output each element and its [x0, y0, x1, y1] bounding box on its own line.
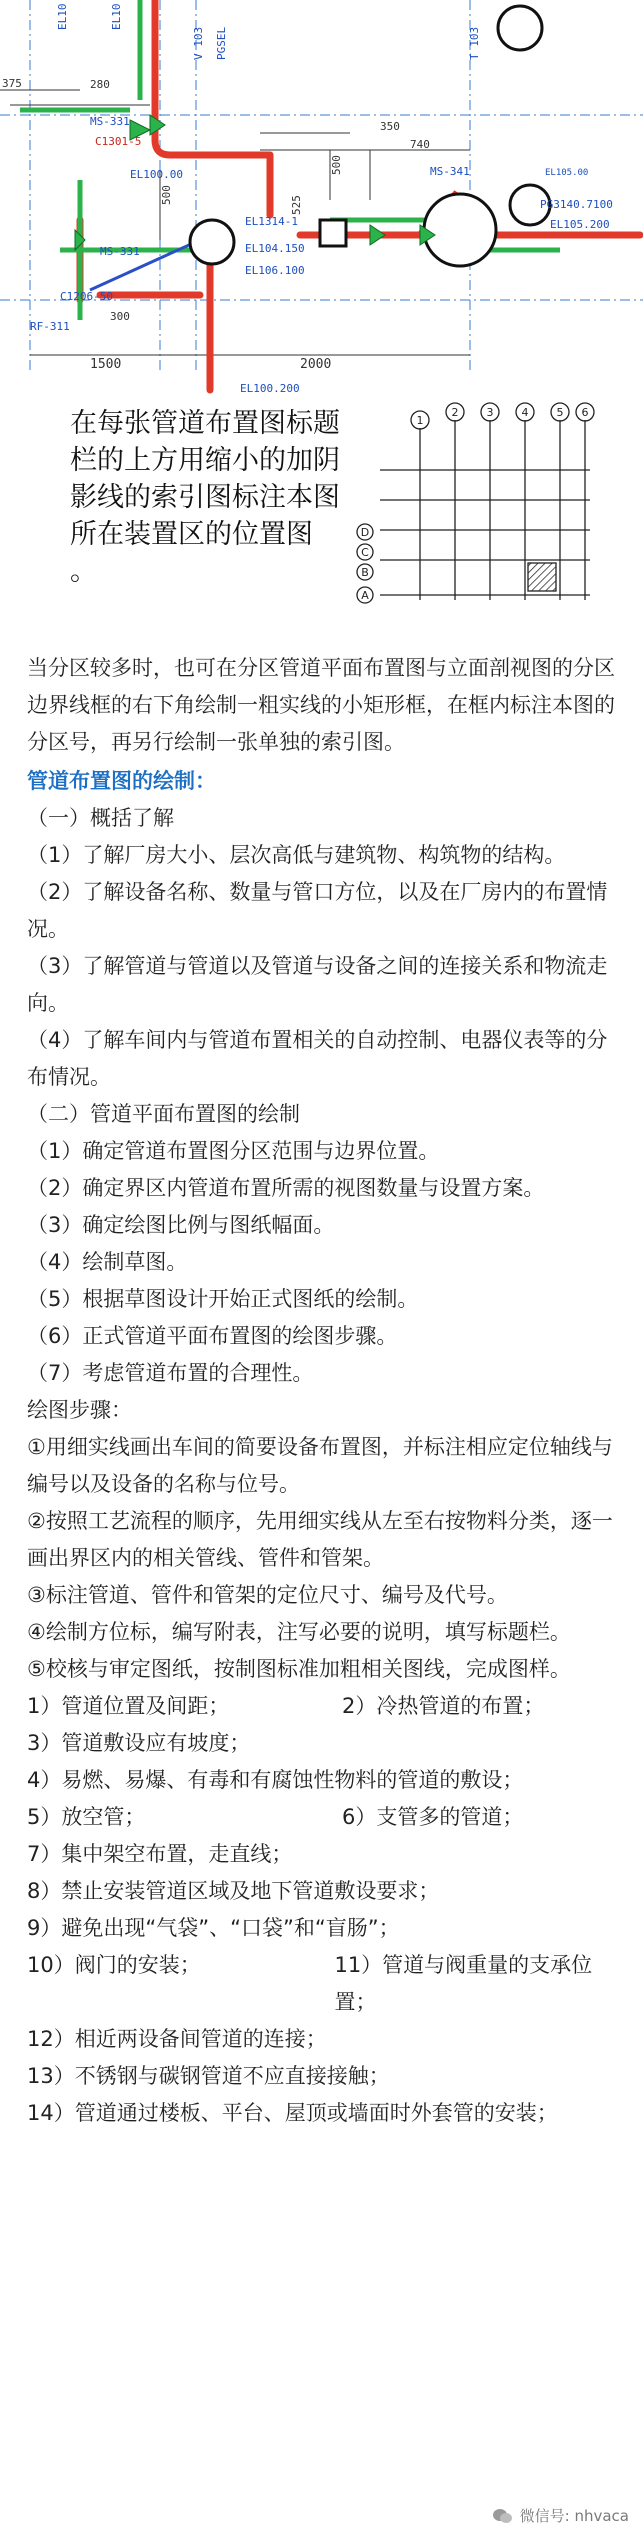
label-ms-mid: MS-331: [100, 245, 140, 258]
step-item: ⑤校核与审定图纸，按制图标准加粗相关图线，完成图样。: [27, 1657, 571, 1681]
part1-item: （1）了解厂房大小、层次高低与建筑物、构筑物的结构。: [27, 843, 566, 867]
col-5: 5: [556, 406, 564, 419]
index-grid-svg: [340, 400, 610, 610]
dim-300: 300: [110, 310, 130, 323]
step-item: ④绘制方位标，编写附表，注写必要的说明，填写标题栏。: [27, 1620, 571, 1644]
dim-350: 350: [380, 120, 400, 133]
piping-drawing: [0, 0, 643, 395]
step-item: ③标注管道、管件和管架的定位尺寸、编号及代号。: [27, 1583, 508, 1607]
consideration-row: [27, 1799, 627, 1836]
dim-740: 740: [410, 138, 430, 151]
consideration-row: [27, 1688, 627, 1725]
col-6: 6: [581, 406, 589, 419]
row-d: D: [360, 526, 370, 539]
part2-item: （6）正式管道平面布置图的绘图步骤。: [27, 1324, 398, 1348]
row-b: B: [361, 566, 369, 579]
consideration-item: 1）管道位置及间距；: [27, 1694, 230, 1718]
dim-280: 280: [90, 78, 110, 91]
label-el104: EL104.150: [245, 242, 305, 255]
part1-title: （一）概括了解: [27, 806, 174, 830]
dim-500: 500: [160, 185, 173, 205]
consideration-item: 7）集中架空布置，走直线；: [27, 1842, 293, 1866]
part2-item: （7）考虑管道布置的合理性。: [27, 1361, 314, 1385]
col-3: 3: [486, 406, 494, 419]
label-el105b: EL105.200: [550, 218, 610, 231]
dim-525: 525: [290, 195, 303, 215]
part1-item: （3）了解管道与管道以及管道与设备之间的连接关系和物流走向。: [27, 954, 608, 1015]
dim-500b: 500: [330, 155, 343, 175]
part2-title: （二）管道平面布置图的绘制: [27, 1102, 300, 1126]
label-c1206: C1206-50: [60, 290, 113, 303]
article-body: [27, 650, 627, 2132]
label-ms-top: MS-331: [90, 115, 130, 128]
consideration-item: 11）管道与阀重量的支承位置；: [334, 1953, 593, 2014]
part1-item: （2）了解设备名称、数量与管口方位，以及在厂房内的布置情况。: [27, 880, 608, 941]
dim-375: 375: [2, 77, 22, 90]
consideration-item: 14）管道通过楼板、平台、屋顶或墙面时外套管的安装；: [27, 2101, 558, 2125]
row-c: C: [361, 546, 369, 559]
index-figure: [340, 400, 610, 610]
svg-text:375: [2, 77, 22, 90]
section-title: 管道布置图的绘制：: [27, 769, 216, 793]
consideration-item: 9）避免出现“气袋”、“口袋”和“盲肠”；: [27, 1916, 400, 1940]
label-ms-right: MS-341: [430, 165, 470, 178]
label-t: T 103: [468, 26, 481, 60]
consideration-row: [27, 1947, 627, 2021]
consideration-item: 8）禁止安装管道区域及地下管道敷设要求；: [27, 1879, 440, 1903]
col-1: 1: [416, 414, 424, 427]
label-el-top1: EL10: [56, 3, 69, 30]
consideration-item: 12）相近两设备间管道的连接；: [27, 2027, 327, 2051]
consideration-item: 10）阀门的安装；: [27, 1953, 201, 1977]
consideration-item: 5）放空管；: [27, 1805, 146, 1829]
part2-item: （4）绘制草图。: [27, 1250, 188, 1274]
row-a: A: [361, 589, 369, 602]
part2-item: （2）确定界区内管道布置所需的视图数量与设置方案。: [27, 1176, 545, 1200]
consideration-item: 6）支管多的管道；: [342, 1805, 524, 1829]
label-rf: RF-311: [30, 320, 70, 333]
label-pg: PG3140.7100: [540, 198, 613, 211]
label-c1301: C1301-5: [95, 135, 142, 148]
label-el1314: EL1314-1: [245, 215, 298, 228]
wechat-icon: [492, 2507, 514, 2525]
consideration-item: 13）不锈钢与碳钢管道不应直接接触；: [27, 2064, 390, 2088]
steps-title: 绘图步骤：: [27, 1398, 132, 1422]
intro-paragraph: 当分区较多时，也可在分区管道平面布置图与立面剖视图的分区边界线框的右下角绘制一粗实线的小矩形框，在框内标注本图的分区号，再另行绘制一张单独的索引图。: [27, 656, 615, 754]
col-4: 4: [521, 406, 529, 419]
wechat-watermark: [492, 2505, 629, 2526]
label-el-bottom: EL100.200: [240, 382, 300, 395]
step-item: ②按照工艺流程的顺序，先用细实线从左至右按物料分类，逐一画出界区内的相关管线、管件和管架。: [27, 1509, 613, 1570]
part2-item: （3）确定绘图比例与图纸幅面。: [27, 1213, 335, 1237]
dim-1500: 1500: [90, 357, 122, 372]
part2-item: （1）确定管道布置图分区范围与边界位置。: [27, 1139, 440, 1163]
label-el105r: EL105.00: [545, 168, 589, 178]
watermark-text: 微信号: nhvaca: [519, 2507, 629, 2525]
consideration-item: 4）易燃、易爆、有毒和有腐蚀性物料的管道的敷设；: [27, 1768, 524, 1792]
consideration-item: 2）冷热管道的布置；: [342, 1694, 545, 1718]
consideration-item: 3）管道敷设应有坡度；: [27, 1731, 251, 1755]
label-pgsel: PGSEL: [215, 26, 228, 60]
col-2: 2: [451, 406, 459, 419]
step-item: ①用细实线画出车间的简要设备布置图，并标注相应定位轴线与编号以及设备的名称与位号。: [27, 1435, 613, 1496]
part2-item: （5）根据草图设计开始正式图纸的绘制。: [27, 1287, 419, 1311]
label-el100: EL100.00: [130, 168, 183, 181]
label-v: V 103: [192, 26, 205, 60]
dim-2000: 2000: [300, 357, 332, 372]
label-el106: EL106.100: [245, 264, 305, 277]
index-note: 在每张管道布置图标题栏的上方用缩小的加阴影线的索引图标注本图所在装置区的位置图 。: [70, 408, 340, 587]
label-el-top2: EL10: [110, 3, 123, 30]
piping-plan-svg: [0, 0, 643, 395]
part1-item: （4）了解车间内与管道布置相关的自动控制、电器仪表等的分布情况。: [27, 1028, 608, 1089]
